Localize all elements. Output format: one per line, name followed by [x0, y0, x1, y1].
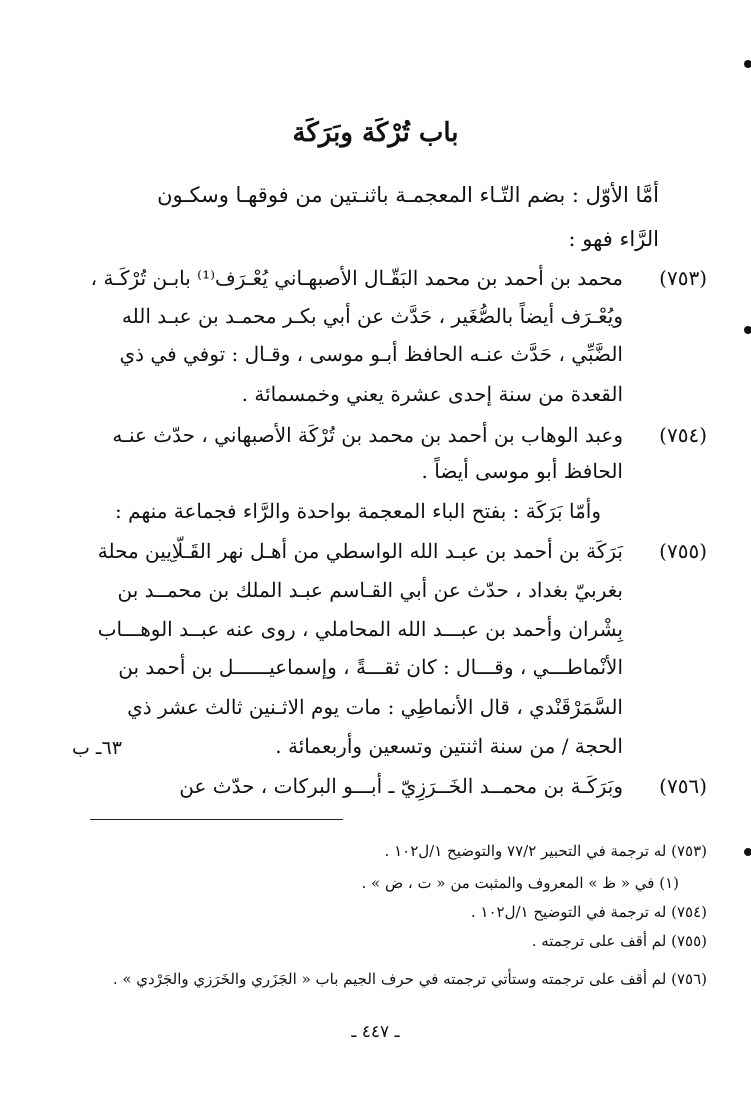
footnote: (٧٥٥) لم أقف على ترجمته . — [531, 932, 707, 950]
footnote: (١) في « ظ » المعروف والمثبت من « ت ، ض » . — [361, 874, 679, 892]
footnote: (٧٥٦) لم أقف على ترجمته وستأتي ترجمته في حرف الجيم باب « الجَزَري والخَرَزي والجَرْدي » . — [112, 970, 707, 988]
entry-number: (٧٥٦) — [659, 774, 707, 798]
entry-line: الضَّبِّي ، حَدَّث عنـه الحافظ أبـو موسى ، وقـال : توفي في ذي — [119, 342, 623, 366]
footnote-separator — [90, 819, 343, 820]
entry-line: محمد بن أحمد بن محمد البَقّـال الأصبهـاني يُعْـرَف⁽¹⁾ بابـن تُرْكَـة ، — [90, 266, 623, 290]
page-number: ـ ٤٤٧ ـ — [351, 1022, 400, 1042]
scan-mark — [744, 326, 751, 334]
entry-line: وعبد الوهاب بن أحمد بن محمد بن تُرْكَة الأصبهاني ، حدّث عنـه — [112, 423, 623, 447]
footnote: (٧٥٤) له ترجمة في التوضيح ١/ل١٠٢ . — [470, 903, 707, 921]
scan-mark — [744, 848, 751, 856]
entry-line: الحجة / من سنة اثنتين وتسعين وأربعمائة . — [275, 734, 623, 758]
entry-line: السَّمَرْقَنْدي ، قال الأنماطِي : مات يوم الاثـنين ثالث عشر ذي — [127, 695, 623, 719]
entry-line: بَرَكَة بن أحمد بن عبـد الله الواسطي من أهـل نهر القَـلّاِيين محلة — [97, 539, 623, 563]
intro-line-1: أمَّا الأوّل : بضم التّـاء المعجمـة باثنـتين من فوقهـا وسكـون — [157, 183, 659, 207]
entry-number: (٧٥٤) — [659, 423, 707, 447]
entry-line: وبَرَكَـة بن محمــد الخَــرَزِيّ ـ أبـــو البركات ، حدّث عن — [179, 774, 623, 798]
entry-number: (٧٥٣) — [659, 266, 707, 290]
entry-line: ويُعْـرَف أيضاً بالصُّغَير ، حَدَّث عن أبي بكـر محمـد بن عبـد الله — [121, 304, 623, 328]
entry-line: القعدة من سنة إحدى عشرة يعني وخمسمائة . — [241, 382, 623, 406]
scan-mark — [744, 60, 751, 68]
entry-line: الحافظ أبو موسى أيضاً . — [421, 459, 623, 483]
entry-line: بغربيّ بغداد ، حدّث عن أبي القـاسم عبـد الملك بن محمــد بن — [117, 578, 623, 602]
margin-folio-note: ٦٣ـ ب — [72, 737, 122, 759]
entry-number: (٧٥٥) — [659, 539, 707, 563]
entry-line: الأنْماطـــي ، وقـــال : كان ثقـــةً ، وإسماعيــــــل بن أحمد بن — [118, 655, 623, 679]
chapter-title: باب تُرْكَة وبَرَكَة — [292, 118, 459, 148]
intro-line-2: الرَّاء فهو : — [568, 227, 659, 251]
entry-line: بِشْران وأحمد بن عبـــد الله المحاملي ، روى عنه عبــد الوهـــاب — [97, 617, 623, 641]
section-intro: وأمّا بَرَكَة : بفتح الباء المعجمة بواحدة والرَّاء فجماعة منهم : — [115, 499, 601, 523]
footnote: (٧٥٣) له ترجمة في التحبير ٧٧/٢ والتوضيح ١/ل١٠٢ . — [384, 842, 707, 860]
